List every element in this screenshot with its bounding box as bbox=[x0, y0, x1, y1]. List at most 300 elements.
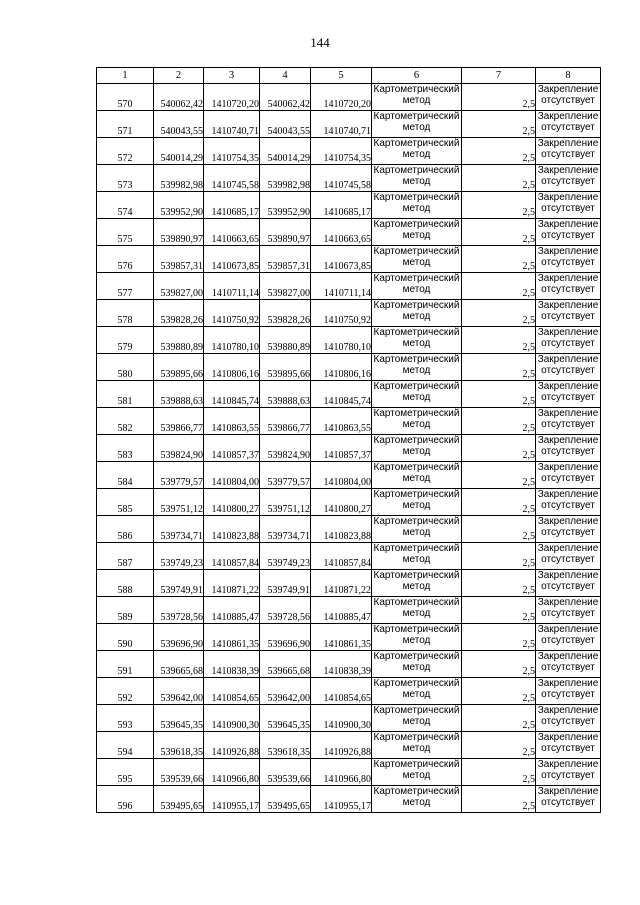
accuracy-cell: 2,5 bbox=[462, 192, 536, 219]
fixation-line: Закрепление bbox=[537, 624, 599, 635]
method-cell bbox=[372, 786, 462, 813]
method-line: метод bbox=[402, 500, 431, 511]
accuracy-cell: 2,5 bbox=[462, 111, 536, 138]
accuracy-cell: 2,5 bbox=[462, 84, 536, 111]
method-line: Картометрический bbox=[373, 327, 460, 338]
accuracy-cell: 2,5 bbox=[462, 462, 536, 489]
fixation-cell bbox=[536, 84, 601, 111]
column-header: 2 bbox=[154, 68, 204, 84]
method-line: Картометрический bbox=[373, 678, 460, 689]
method-line: Картометрический bbox=[373, 624, 460, 635]
y-coordinate-new: 1410838,39 bbox=[311, 651, 372, 678]
method-cell bbox=[372, 489, 462, 516]
fixation-line: отсутствует bbox=[541, 311, 595, 322]
y-coordinate-new: 1410750,92 bbox=[311, 300, 372, 327]
method-line: Картометрический bbox=[373, 705, 460, 716]
method-line: метод bbox=[402, 635, 431, 646]
fixation-line: отсутствует bbox=[541, 446, 595, 457]
y-coordinate: 1410754,35 bbox=[204, 138, 260, 165]
point-number: 577 bbox=[97, 273, 154, 300]
accuracy-cell: 2,5 bbox=[462, 516, 536, 543]
fixation-line: отсутствует bbox=[541, 257, 595, 268]
x-coordinate-new: 539895,66 bbox=[260, 354, 311, 381]
method-line: метод bbox=[402, 365, 431, 376]
method-line: Картометрический bbox=[373, 111, 460, 122]
method-line: Картометрический bbox=[373, 408, 460, 419]
method-line: Картометрический bbox=[373, 543, 460, 554]
y-coordinate: 1410745,58 bbox=[204, 165, 260, 192]
fixation-line: Закрепление bbox=[537, 165, 599, 176]
y-coordinate: 1410857,37 bbox=[204, 435, 260, 462]
point-number: 581 bbox=[97, 381, 154, 408]
fixation-line: Закрепление bbox=[537, 732, 599, 743]
y-coordinate-new: 1410955,17 bbox=[311, 786, 372, 813]
method-line: Картометрический bbox=[373, 489, 460, 500]
accuracy-cell: 2,5 bbox=[462, 732, 536, 759]
y-coordinate: 1410800,27 bbox=[204, 489, 260, 516]
fixation-cell bbox=[536, 570, 601, 597]
y-coordinate-new: 1410804,00 bbox=[311, 462, 372, 489]
y-coordinate: 1410871,22 bbox=[204, 570, 260, 597]
x-coordinate: 539824,90 bbox=[154, 435, 204, 462]
method-line: метод bbox=[402, 689, 431, 700]
x-coordinate-new: 539827,00 bbox=[260, 273, 311, 300]
fixation-cell bbox=[536, 246, 601, 273]
table-row bbox=[97, 138, 601, 165]
fixation-line: Закрепление bbox=[537, 651, 599, 662]
table-row bbox=[97, 165, 601, 192]
method-line: Картометрический bbox=[373, 435, 460, 446]
accuracy-cell: 2,5 bbox=[462, 408, 536, 435]
method-cell bbox=[372, 192, 462, 219]
y-coordinate: 1410845,74 bbox=[204, 381, 260, 408]
y-coordinate: 1410885,47 bbox=[204, 597, 260, 624]
table-row bbox=[97, 273, 601, 300]
fixation-line: Закрепление bbox=[537, 705, 599, 716]
point-number: 594 bbox=[97, 732, 154, 759]
y-coordinate: 1410806,16 bbox=[204, 354, 260, 381]
fixation-cell bbox=[536, 327, 601, 354]
method-line: Картометрический bbox=[373, 732, 460, 743]
point-number: 573 bbox=[97, 165, 154, 192]
point-number: 587 bbox=[97, 543, 154, 570]
method-cell bbox=[372, 597, 462, 624]
y-coordinate-new: 1410861,35 bbox=[311, 624, 372, 651]
method-line: метод bbox=[402, 419, 431, 430]
fixation-line: Закрепление bbox=[537, 192, 599, 203]
method-cell bbox=[372, 327, 462, 354]
table-row bbox=[97, 489, 601, 516]
x-coordinate: 539866,77 bbox=[154, 408, 204, 435]
method-cell bbox=[372, 165, 462, 192]
fixation-cell bbox=[536, 138, 601, 165]
x-coordinate: 539734,71 bbox=[154, 516, 204, 543]
accuracy-cell: 2,5 bbox=[462, 273, 536, 300]
x-coordinate: 539665,68 bbox=[154, 651, 204, 678]
fixation-line: отсутствует bbox=[541, 419, 595, 430]
accuracy-cell: 2,5 bbox=[462, 138, 536, 165]
method-cell bbox=[372, 354, 462, 381]
fixation-cell bbox=[536, 381, 601, 408]
x-coordinate: 539827,00 bbox=[154, 273, 204, 300]
method-line: метод bbox=[402, 446, 431, 457]
x-coordinate: 539696,90 bbox=[154, 624, 204, 651]
method-line: метод bbox=[402, 149, 431, 160]
fixation-line: отсутствует bbox=[541, 608, 595, 619]
y-coordinate-new: 1410900,30 bbox=[311, 705, 372, 732]
method-line: Картометрический bbox=[373, 192, 460, 203]
x-coordinate-new: 539645,35 bbox=[260, 705, 311, 732]
fixation-line: Закрепление bbox=[537, 381, 599, 392]
y-coordinate-new: 1410854,65 bbox=[311, 678, 372, 705]
y-coordinate-new: 1410885,47 bbox=[311, 597, 372, 624]
accuracy-cell: 2,5 bbox=[462, 165, 536, 192]
fixation-line: Закрепление bbox=[537, 111, 599, 122]
accuracy-cell: 2,5 bbox=[462, 219, 536, 246]
x-coordinate: 539982,98 bbox=[154, 165, 204, 192]
y-coordinate-new: 1410806,16 bbox=[311, 354, 372, 381]
method-line: метод bbox=[402, 797, 431, 808]
method-line: Картометрический bbox=[373, 381, 460, 392]
fixation-line: Закрепление bbox=[537, 327, 599, 338]
y-coordinate: 1410966,80 bbox=[204, 759, 260, 786]
method-line: метод bbox=[402, 392, 431, 403]
method-cell bbox=[372, 138, 462, 165]
point-number: 589 bbox=[97, 597, 154, 624]
x-coordinate-new: 539495,65 bbox=[260, 786, 311, 813]
x-coordinate: 539495,65 bbox=[154, 786, 204, 813]
fixation-line: отсутствует bbox=[541, 284, 595, 295]
point-number: 588 bbox=[97, 570, 154, 597]
accuracy-cell: 2,5 bbox=[462, 435, 536, 462]
y-coordinate-new: 1410863,55 bbox=[311, 408, 372, 435]
table-row bbox=[97, 462, 601, 489]
x-coordinate-new: 540043,55 bbox=[260, 111, 311, 138]
point-number: 592 bbox=[97, 678, 154, 705]
x-coordinate-new: 539828,26 bbox=[260, 300, 311, 327]
fixation-line: отсутствует bbox=[541, 635, 595, 646]
method-line: Картометрический bbox=[373, 300, 460, 311]
page-number: 144 bbox=[310, 35, 330, 50]
fixation-line: отсутствует bbox=[541, 689, 595, 700]
x-coordinate: 539857,31 bbox=[154, 246, 204, 273]
table-row bbox=[97, 435, 601, 462]
x-coordinate: 539539,66 bbox=[154, 759, 204, 786]
x-coordinate-new: 539642,00 bbox=[260, 678, 311, 705]
method-line: Картометрический bbox=[373, 84, 460, 95]
fixation-cell bbox=[536, 624, 601, 651]
method-line: Картометрический bbox=[373, 273, 460, 284]
point-number: 572 bbox=[97, 138, 154, 165]
method-line: метод bbox=[402, 554, 431, 565]
fixation-line: Закрепление bbox=[537, 516, 599, 527]
fixation-line: Закрепление bbox=[537, 678, 599, 689]
x-coordinate-new: 539665,68 bbox=[260, 651, 311, 678]
fixation-cell bbox=[536, 165, 601, 192]
fixation-cell bbox=[536, 597, 601, 624]
point-number: 591 bbox=[97, 651, 154, 678]
y-coordinate: 1410854,65 bbox=[204, 678, 260, 705]
fixation-line: отсутствует bbox=[541, 716, 595, 727]
y-coordinate: 1410685,17 bbox=[204, 192, 260, 219]
y-coordinate: 1410900,30 bbox=[204, 705, 260, 732]
point-number: 576 bbox=[97, 246, 154, 273]
x-coordinate: 539779,57 bbox=[154, 462, 204, 489]
method-cell bbox=[372, 273, 462, 300]
method-cell bbox=[372, 624, 462, 651]
fixation-line: отсутствует bbox=[541, 662, 595, 673]
accuracy-cell: 2,5 bbox=[462, 489, 536, 516]
x-coordinate: 539888,63 bbox=[154, 381, 204, 408]
method-line: Картометрический bbox=[373, 597, 460, 608]
column-header: 7 bbox=[462, 68, 536, 84]
method-line: метод bbox=[402, 338, 431, 349]
accuracy-cell: 2,5 bbox=[462, 624, 536, 651]
fixation-cell bbox=[536, 489, 601, 516]
fixation-line: отсутствует bbox=[541, 527, 595, 538]
fixation-line: отсутствует bbox=[541, 95, 595, 106]
fixation-line: Закрепление bbox=[537, 408, 599, 419]
table-body bbox=[97, 84, 601, 813]
x-coordinate: 539890,97 bbox=[154, 219, 204, 246]
accuracy-cell: 2,5 bbox=[462, 651, 536, 678]
y-coordinate: 1410740,71 bbox=[204, 111, 260, 138]
fixation-line: Закрепление bbox=[537, 273, 599, 284]
fixation-line: Закрепление bbox=[537, 570, 599, 581]
method-line: метод bbox=[402, 95, 431, 106]
fixation-cell bbox=[536, 543, 601, 570]
accuracy-cell: 2,5 bbox=[462, 327, 536, 354]
fixation-line: Закрепление bbox=[537, 759, 599, 770]
method-line: Картометрический bbox=[373, 651, 460, 662]
x-coordinate-new: 539824,90 bbox=[260, 435, 311, 462]
y-coordinate-new: 1410871,22 bbox=[311, 570, 372, 597]
fixation-cell bbox=[536, 462, 601, 489]
method-line: Картометрический bbox=[373, 138, 460, 149]
table-row bbox=[97, 624, 601, 651]
y-coordinate: 1410720,20 bbox=[204, 84, 260, 111]
y-coordinate-new: 1410711,14 bbox=[311, 273, 372, 300]
y-coordinate-new: 1410685,17 bbox=[311, 192, 372, 219]
y-coordinate-new: 1410857,84 bbox=[311, 543, 372, 570]
x-coordinate: 539618,35 bbox=[154, 732, 204, 759]
method-line: Картометрический bbox=[373, 219, 460, 230]
fixation-cell bbox=[536, 651, 601, 678]
fixation-line: отсутствует bbox=[541, 392, 595, 403]
point-number: 586 bbox=[97, 516, 154, 543]
fixation-cell bbox=[536, 678, 601, 705]
x-coordinate: 539642,00 bbox=[154, 678, 204, 705]
fixation-line: Закрепление bbox=[537, 435, 599, 446]
column-header: 4 bbox=[260, 68, 311, 84]
method-line: Картометрический bbox=[373, 786, 460, 797]
method-cell bbox=[372, 732, 462, 759]
fixation-line: Закрепление bbox=[537, 219, 599, 230]
fixation-cell bbox=[536, 435, 601, 462]
method-cell bbox=[372, 300, 462, 327]
method-cell bbox=[372, 246, 462, 273]
method-cell bbox=[372, 516, 462, 543]
fixation-line: Закрепление bbox=[537, 354, 599, 365]
method-cell bbox=[372, 381, 462, 408]
table-row bbox=[97, 543, 601, 570]
method-line: Картометрический bbox=[373, 570, 460, 581]
method-line: метод bbox=[402, 770, 431, 781]
y-coordinate: 1410804,00 bbox=[204, 462, 260, 489]
x-coordinate: 539749,23 bbox=[154, 543, 204, 570]
x-coordinate-new: 539982,98 bbox=[260, 165, 311, 192]
point-number: 571 bbox=[97, 111, 154, 138]
fixation-cell bbox=[536, 759, 601, 786]
accuracy-cell: 2,5 bbox=[462, 570, 536, 597]
table-row bbox=[97, 678, 601, 705]
table-row bbox=[97, 327, 601, 354]
fixation-line: отсутствует bbox=[541, 797, 595, 808]
method-line: метод bbox=[402, 284, 431, 295]
method-cell bbox=[372, 219, 462, 246]
fixation-line: Закрепление bbox=[537, 300, 599, 311]
method-line: Картометрический bbox=[373, 354, 460, 365]
x-coordinate-new: 539728,56 bbox=[260, 597, 311, 624]
y-coordinate: 1410838,39 bbox=[204, 651, 260, 678]
table-row bbox=[97, 354, 601, 381]
fixation-line: отсутствует bbox=[541, 770, 595, 781]
fixation-cell bbox=[536, 273, 601, 300]
y-coordinate-new: 1410673,85 bbox=[311, 246, 372, 273]
fixation-line: Закрепление bbox=[537, 84, 599, 95]
method-cell bbox=[372, 651, 462, 678]
accuracy-cell: 2,5 bbox=[462, 246, 536, 273]
x-coordinate-new: 539779,57 bbox=[260, 462, 311, 489]
y-coordinate: 1410926,88 bbox=[204, 732, 260, 759]
fixation-line: отсутствует bbox=[541, 230, 595, 241]
x-coordinate-new: 540062,42 bbox=[260, 84, 311, 111]
table-row bbox=[97, 705, 601, 732]
table-row bbox=[97, 381, 601, 408]
column-header: 8 bbox=[536, 68, 601, 84]
fixation-cell bbox=[536, 354, 601, 381]
accuracy-cell: 2,5 bbox=[462, 354, 536, 381]
x-coordinate-new: 539749,23 bbox=[260, 543, 311, 570]
point-number: 580 bbox=[97, 354, 154, 381]
point-number: 593 bbox=[97, 705, 154, 732]
table-row bbox=[97, 111, 601, 138]
method-line: метод bbox=[402, 473, 431, 484]
method-cell bbox=[372, 678, 462, 705]
y-coordinate: 1410863,55 bbox=[204, 408, 260, 435]
fixation-cell bbox=[536, 516, 601, 543]
x-coordinate-new: 539952,90 bbox=[260, 192, 311, 219]
x-coordinate: 540043,55 bbox=[154, 111, 204, 138]
fixation-line: отсутствует bbox=[541, 554, 595, 565]
accuracy-cell: 2,5 bbox=[462, 705, 536, 732]
x-coordinate-new: 539890,97 bbox=[260, 219, 311, 246]
fixation-cell bbox=[536, 786, 601, 813]
column-header: 5 bbox=[311, 68, 372, 84]
method-line: Картометрический bbox=[373, 246, 460, 257]
table-row bbox=[97, 651, 601, 678]
fixation-cell bbox=[536, 732, 601, 759]
fixation-line: Закрепление bbox=[537, 489, 599, 500]
point-number: 574 bbox=[97, 192, 154, 219]
x-coordinate-new: 539866,77 bbox=[260, 408, 311, 435]
table-row bbox=[97, 408, 601, 435]
y-coordinate-new: 1410823,88 bbox=[311, 516, 372, 543]
y-coordinate-new: 1410966,80 bbox=[311, 759, 372, 786]
table-row bbox=[97, 192, 601, 219]
y-coordinate-new: 1410754,35 bbox=[311, 138, 372, 165]
accuracy-cell: 2,5 bbox=[462, 381, 536, 408]
x-coordinate: 540062,42 bbox=[154, 84, 204, 111]
method-line: Картометрический bbox=[373, 516, 460, 527]
method-line: метод bbox=[402, 257, 431, 268]
x-coordinate: 539751,12 bbox=[154, 489, 204, 516]
method-line: Картометрический bbox=[373, 165, 460, 176]
x-coordinate: 539749,91 bbox=[154, 570, 204, 597]
point-number: 582 bbox=[97, 408, 154, 435]
y-coordinate: 1410780,10 bbox=[204, 327, 260, 354]
y-coordinate-new: 1410800,27 bbox=[311, 489, 372, 516]
method-line: Картометрический bbox=[373, 462, 460, 473]
table-row bbox=[97, 570, 601, 597]
y-coordinate-new: 1410780,10 bbox=[311, 327, 372, 354]
accuracy-cell: 2,5 bbox=[462, 759, 536, 786]
method-line: метод bbox=[402, 176, 431, 187]
table-row bbox=[97, 786, 601, 813]
x-coordinate-new: 539857,31 bbox=[260, 246, 311, 273]
y-coordinate: 1410823,88 bbox=[204, 516, 260, 543]
point-number: 585 bbox=[97, 489, 154, 516]
table-row bbox=[97, 219, 601, 246]
y-coordinate: 1410673,85 bbox=[204, 246, 260, 273]
fixation-line: отсутствует bbox=[541, 365, 595, 376]
x-coordinate-new: 539888,63 bbox=[260, 381, 311, 408]
fixation-line: Закрепление bbox=[537, 138, 599, 149]
x-coordinate-new: 539880,89 bbox=[260, 327, 311, 354]
x-coordinate-new: 539749,91 bbox=[260, 570, 311, 597]
table-row bbox=[97, 300, 601, 327]
method-line: метод bbox=[402, 122, 431, 133]
method-cell bbox=[372, 462, 462, 489]
y-coordinate-new: 1410740,71 bbox=[311, 111, 372, 138]
method-cell bbox=[372, 84, 462, 111]
x-coordinate: 539952,90 bbox=[154, 192, 204, 219]
fixation-line: отсутствует bbox=[541, 203, 595, 214]
x-coordinate-new: 539696,90 bbox=[260, 624, 311, 651]
table-row bbox=[97, 732, 601, 759]
method-line: метод bbox=[402, 311, 431, 322]
table-row bbox=[97, 759, 601, 786]
x-coordinate-new: 540014,29 bbox=[260, 138, 311, 165]
point-number: 570 bbox=[97, 84, 154, 111]
x-coordinate: 539828,26 bbox=[154, 300, 204, 327]
fixation-line: Закрепление bbox=[537, 597, 599, 608]
x-coordinate-new: 539618,35 bbox=[260, 732, 311, 759]
y-coordinate-new: 1410663,65 bbox=[311, 219, 372, 246]
method-cell bbox=[372, 543, 462, 570]
method-line: метод bbox=[402, 203, 431, 214]
method-line: метод bbox=[402, 581, 431, 592]
point-number: 583 bbox=[97, 435, 154, 462]
fixation-line: Закрепление bbox=[537, 246, 599, 257]
column-header: 6 bbox=[372, 68, 462, 84]
method-cell bbox=[372, 408, 462, 435]
table-row bbox=[97, 246, 601, 273]
fixation-line: отсутствует bbox=[541, 500, 595, 511]
x-coordinate: 539895,66 bbox=[154, 354, 204, 381]
fixation-line: Закрепление bbox=[537, 543, 599, 554]
y-coordinate-new: 1410720,20 bbox=[311, 84, 372, 111]
